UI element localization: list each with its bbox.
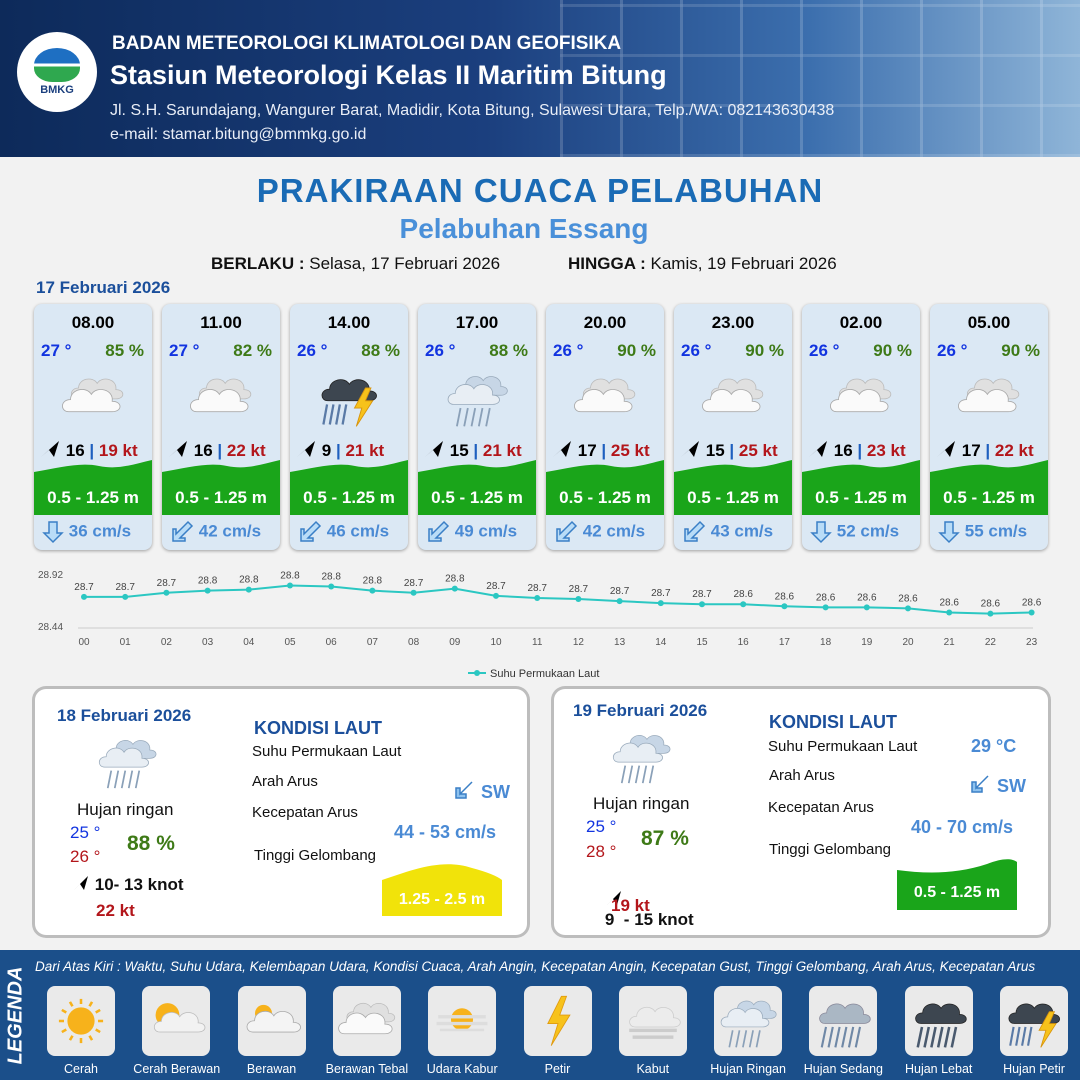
x-tick-label: 21 xyxy=(943,637,955,648)
sst-data-label: 28.8 xyxy=(321,571,341,583)
x-tick-label: 13 xyxy=(614,637,626,648)
berawan-tebal-icon xyxy=(333,986,401,1056)
berawan-icon xyxy=(238,986,306,1056)
forecast-wave-height: 0.5 - 1.25 m xyxy=(815,488,907,507)
day2-wind-speed: 10- 13 knot xyxy=(94,875,184,894)
legend-item xyxy=(991,986,1077,1076)
legend-item xyxy=(38,986,124,1076)
wind-direction-icon xyxy=(551,439,573,459)
bmkg-logo-icon xyxy=(34,48,80,82)
valid-to-value: Kamis, 19 Februari 2026 xyxy=(650,254,837,273)
sst-data-label: 28.7 xyxy=(486,580,506,592)
forecast-temperature: 26 ° xyxy=(297,341,328,360)
berawan-tebal-icon xyxy=(694,366,772,430)
sst-point xyxy=(699,601,705,607)
day2-temp-max: 26 ° xyxy=(70,847,101,866)
forecast-gust: 19 kt xyxy=(98,441,138,460)
x-tick-label: 11 xyxy=(532,637,543,648)
forecast-temperature: 26 ° xyxy=(681,341,712,360)
x-tick-label: 15 xyxy=(696,637,708,648)
sst-data-label: 28.7 xyxy=(568,584,589,595)
port-name: Pelabuhan Essang xyxy=(399,213,649,244)
current-arrow-sw-icon xyxy=(968,772,992,796)
day2-dir-label: Arah Arus xyxy=(252,773,318,790)
day3-gust: 19 kt xyxy=(611,896,650,915)
forecast-gust: 22 kt xyxy=(994,441,1034,460)
sea-surface-temperature-chart xyxy=(28,560,1058,690)
day2-panel xyxy=(32,686,530,938)
current-arrow-down-icon xyxy=(42,520,64,544)
sst-data-label: 28.8 xyxy=(280,570,300,582)
forecast-gust: 21 kt xyxy=(345,441,385,460)
x-tick-label: 12 xyxy=(572,637,584,648)
legend-item-label: Petir xyxy=(544,1062,571,1076)
sst-point xyxy=(823,604,829,610)
sst-data-label: 28.6 xyxy=(774,591,795,603)
x-tick-label: 17 xyxy=(778,637,790,648)
legend-item-label: Berawan Tebal xyxy=(325,1062,409,1076)
sst-data-label: 28.6 xyxy=(733,589,753,601)
sst-data-label: 28.8 xyxy=(362,575,383,587)
sst-point xyxy=(658,600,664,606)
forecast-wave-height: 0.5 - 1.25 m xyxy=(943,488,1035,507)
forecast-card xyxy=(290,304,408,550)
sst-point xyxy=(946,610,952,616)
sst-point xyxy=(575,596,581,602)
x-tick-label: 09 xyxy=(449,637,461,648)
forecast-wind-separator: | xyxy=(217,441,223,460)
legend-item xyxy=(229,986,315,1076)
forecast-current xyxy=(554,520,664,544)
forecast-current-speed: 42 cm/s xyxy=(582,521,646,541)
bmkg-logo xyxy=(17,32,97,112)
forecast-current xyxy=(810,520,920,544)
wind-direction-icon xyxy=(39,439,61,459)
forecast-current-speed: 42 cm/s xyxy=(198,521,262,541)
day2-speed-label: Kecepatan Arus xyxy=(252,804,358,821)
station-name: Stasiun Meteorologi Kelas II Maritim Bitung xyxy=(110,60,667,90)
day3-sea-title: KONDISI LAUT xyxy=(769,712,897,732)
forecast-gust: 25 kt xyxy=(610,441,650,460)
forecast-time: 05.00 xyxy=(967,313,1011,332)
forecast-time: 11.00 xyxy=(200,313,242,332)
day3-current-speed: 40 - 70 cm/s xyxy=(911,817,1014,837)
day3-temp-min: 25 ° xyxy=(586,817,617,836)
forecast-card xyxy=(418,304,536,550)
day2-current-direction xyxy=(452,778,510,803)
forecast-wave-height: 0.5 - 1.25 m xyxy=(431,488,523,507)
forecast-humidity: 90 % xyxy=(745,341,784,360)
sst-data-label: 28.6 xyxy=(815,592,836,604)
forecast-card xyxy=(162,304,280,550)
x-tick-label: 16 xyxy=(737,637,749,648)
current-arrow-sw-icon xyxy=(452,778,476,802)
sst-data-label: 28.7 xyxy=(527,582,547,594)
forecast-card xyxy=(34,304,152,550)
sst-data-label: 28.8 xyxy=(445,573,465,585)
valid-from-label: BERLAKU : xyxy=(211,254,305,273)
forecast-current xyxy=(426,520,536,544)
day2-current-direction-value: SW xyxy=(481,782,511,802)
forecast-temperature: 26 ° xyxy=(809,341,840,360)
sst-point xyxy=(452,586,458,592)
legend-item-label: Hujan Lebat xyxy=(904,1062,973,1076)
forecast-humidity: 88 % xyxy=(361,341,400,360)
forecast-wave-height: 0.5 - 1.25 m xyxy=(559,488,651,507)
forecast-humidity: 90 % xyxy=(1001,341,1040,360)
day2-current-speed: 44 - 53 cm/s xyxy=(394,822,497,842)
forecast-current xyxy=(938,520,1048,544)
berawan-tebal-icon xyxy=(950,366,1028,430)
x-tick-label: 01 xyxy=(119,637,131,648)
x-tick-label: 19 xyxy=(861,637,873,648)
forecast-current xyxy=(682,520,792,544)
forecast-wind-speed: 15 xyxy=(705,441,725,460)
petir-icon xyxy=(524,986,592,1056)
forecast-humidity: 88 % xyxy=(489,341,528,360)
legend-item-label: Hujan Ringan xyxy=(710,1062,786,1076)
sst-point xyxy=(411,590,417,596)
x-tick-label: 08 xyxy=(408,637,420,648)
day2-temp-min: 25 ° xyxy=(70,823,101,842)
x-tick-label: 03 xyxy=(202,637,214,648)
station-address: Jl. S.H. Sarundajang, Wangurer Barat, Madidir, Kota Bitung, Sulawesi Utara, Telp./WA: 082143630438 xyxy=(110,102,835,119)
forecast-card xyxy=(802,304,920,550)
forecast-current-speed: 36 cm/s xyxy=(68,521,132,541)
day3-temp-max: 28 ° xyxy=(586,842,617,861)
forecast-wind-separator: | xyxy=(985,441,991,460)
day3-dir-label: Arah Arus xyxy=(769,767,835,784)
day2-weather-label: Hujan ringan xyxy=(77,800,174,819)
y-tick-label: 28.44 xyxy=(38,622,64,633)
sst-data-label: 28.7 xyxy=(609,586,630,598)
forecast-wind-speed: 16 xyxy=(65,441,85,460)
day2-wave-label: Tinggi Gelombang xyxy=(254,847,377,864)
legend-item xyxy=(705,986,791,1076)
current-arrow-sw-icon xyxy=(170,520,194,544)
sst-data-label: 28.6 xyxy=(898,593,918,605)
sst-data-label: 28.8 xyxy=(239,574,259,586)
current-arrow-down-icon xyxy=(810,520,832,544)
current-arrow-sw-icon xyxy=(426,520,450,544)
legend-title: LEGENDA xyxy=(4,966,27,1064)
forecast-current xyxy=(42,520,152,544)
sst-data-label: 28.7 xyxy=(156,577,177,589)
forecast-current-speed: 49 cm/s xyxy=(454,521,518,541)
day2-weather-icon xyxy=(92,726,162,796)
x-tick-label: 23 xyxy=(1026,637,1038,648)
legend-item-label: Udara Kabur xyxy=(426,1062,498,1076)
forecast-time: 02.00 xyxy=(839,313,883,332)
current-arrow-sw-icon xyxy=(554,520,578,544)
forecast-time: 17.00 xyxy=(455,313,499,332)
sst-point xyxy=(328,584,334,590)
x-tick-label: 10 xyxy=(490,637,502,648)
forecast-wind-separator: | xyxy=(473,441,479,460)
legend xyxy=(0,950,1080,1080)
forecast-temperature: 26 ° xyxy=(553,341,584,360)
valid-from-value: Selasa, 17 Februari 2026 xyxy=(309,254,501,273)
forecast-current-speed: 43 cm/s xyxy=(710,521,774,541)
legend-item-label: Hujan Sedang xyxy=(803,1062,883,1076)
legend-item-label: Hujan Petir xyxy=(1003,1062,1065,1076)
legend-item xyxy=(515,986,601,1076)
forecast-wind xyxy=(935,439,1047,461)
day3-humidity: 87 % xyxy=(641,827,689,850)
day2-wave-height: 1.25 - 2.5 m xyxy=(398,891,486,908)
forecast-current-speed: 46 cm/s xyxy=(326,521,390,541)
berawan-tebal-icon xyxy=(182,366,260,430)
legend-side-label xyxy=(0,950,32,1080)
legend-description: Dari Atas Kiri : Waktu, Suhu Udara, Kelembapan Udara, Kondisi Cuaca, Arah Angin, Kecepatan Angin, Kecepatan Gust, Tinggi Gelombang, Arah Arus, Kecepatan Arus xyxy=(35,959,1036,974)
forecast-wind xyxy=(551,439,663,461)
wind-direction-icon xyxy=(167,439,189,459)
sst-point xyxy=(1029,610,1035,616)
x-tick-label: 02 xyxy=(160,637,172,648)
forecast-wind-speed: 17 xyxy=(577,441,597,460)
day3-sst-label: Suhu Permukaan Laut xyxy=(768,738,918,755)
forecast-wave-height: 0.5 - 1.25 m xyxy=(175,488,267,507)
valid-from xyxy=(211,254,500,274)
day2-sst-label: Suhu Permukaan Laut xyxy=(252,743,402,760)
forecast-wind xyxy=(679,439,791,461)
sst-point xyxy=(905,605,911,611)
day3-current-direction-value: SW xyxy=(997,776,1027,796)
cerah-icon xyxy=(47,986,115,1056)
forecast-time: 20.00 xyxy=(583,313,627,332)
forecast-wind xyxy=(423,439,535,461)
x-tick-label: 18 xyxy=(820,637,832,648)
wind-direction-icon xyxy=(423,439,445,459)
berawan-tebal-icon xyxy=(822,366,900,430)
sst-point xyxy=(287,582,293,588)
wind-direction-icon xyxy=(295,439,317,459)
x-tick-label: 06 xyxy=(325,637,337,648)
x-tick-label: 07 xyxy=(366,637,378,648)
forecast-wave-height: 0.5 - 1.25 m xyxy=(687,488,779,507)
x-tick-label: 04 xyxy=(243,637,255,648)
sst-data-label: 28.7 xyxy=(115,581,135,593)
forecast-humidity: 85 % xyxy=(105,341,144,360)
x-tick-label: 20 xyxy=(902,637,914,648)
wind-direction-icon xyxy=(72,874,90,892)
forecast-current xyxy=(298,520,408,544)
sst-point xyxy=(534,595,540,601)
day2-sea-title: KONDISI LAUT xyxy=(254,718,382,738)
y-tick-label: 28.92 xyxy=(38,570,64,581)
sst-data-label: 28.6 xyxy=(939,597,959,609)
sst-data-label: 28.6 xyxy=(857,592,877,604)
forecast-wind-speed: 9 xyxy=(321,441,332,460)
sst-point xyxy=(122,594,128,600)
kabut-icon xyxy=(619,986,687,1056)
legend-item-label: Cerah xyxy=(63,1062,99,1076)
current-arrow-down-icon xyxy=(938,520,960,544)
forecast-temperature: 26 ° xyxy=(425,341,456,360)
hujan-petir-icon xyxy=(1000,986,1068,1056)
forecast-wind xyxy=(167,439,279,461)
forecast-wind-speed: 16 xyxy=(193,441,213,460)
bmkg-logo-text: BMKG xyxy=(40,84,74,96)
forecast-wind xyxy=(807,439,919,461)
forecast-humidity: 90 % xyxy=(617,341,656,360)
station-email: e-mail: stamar.bitung@bmmkg.go.id xyxy=(110,126,367,143)
hujan-lebat-icon xyxy=(905,986,973,1056)
day3-panel xyxy=(551,686,1051,938)
hujan-ringan-icon xyxy=(438,366,516,430)
x-tick-label: 00 xyxy=(78,637,90,648)
forecast-gust: 23 kt xyxy=(866,441,906,460)
forecast-current-speed: 52 cm/s xyxy=(836,521,900,541)
page-title: PRAKIRAAN CUACA PELABUHAN xyxy=(256,172,824,209)
berawan-tebal-icon xyxy=(566,366,644,430)
sst-data-label: 28.8 xyxy=(197,575,218,587)
sst-point xyxy=(246,587,252,593)
current-arrow-sw-icon xyxy=(298,520,322,544)
forecast-time: 08.00 xyxy=(71,313,115,332)
forecast-wind-separator: | xyxy=(89,441,95,460)
cerah-berawan-icon xyxy=(142,986,210,1056)
forecast-wind-separator: | xyxy=(335,441,341,460)
sst-point xyxy=(493,593,499,599)
legend-item xyxy=(324,986,410,1076)
forecast-wave-height: 0.5 - 1.25 m xyxy=(47,488,139,507)
day3-speed-label: Kecepatan Arus xyxy=(768,799,874,816)
day3-current-direction xyxy=(968,772,1026,797)
legend-item xyxy=(800,986,886,1076)
legend-item-label: Cerah Berawan xyxy=(133,1062,221,1076)
sst-point xyxy=(163,590,169,596)
forecast-time: 14.00 xyxy=(327,313,371,332)
forecast-wind-separator: | xyxy=(601,441,607,460)
day2-gust: 22 kt xyxy=(96,901,135,920)
forecast-humidity: 90 % xyxy=(873,341,912,360)
sst-data-label: 28.6 xyxy=(980,598,1001,610)
wind-direction-icon xyxy=(807,439,829,459)
x-tick-label: 14 xyxy=(655,637,667,648)
legend-item xyxy=(610,986,696,1076)
hujan-ringan-icon xyxy=(714,986,782,1056)
legend-item xyxy=(133,986,219,1076)
forecast-wind-separator: | xyxy=(857,441,863,460)
forecast-gust: 21 kt xyxy=(482,441,522,460)
sst-data-label: 28.7 xyxy=(651,588,671,600)
sst-point xyxy=(369,588,375,594)
org-name: BADAN METEOROLOGI KLIMATOLOGI DAN GEOFISIKA xyxy=(112,33,622,54)
current-arrow-sw-icon xyxy=(682,520,706,544)
legend-marker xyxy=(474,670,480,676)
sst-point xyxy=(81,594,87,600)
sst-data-label: 28.7 xyxy=(403,577,424,589)
day1-date: 17 Februari 2026 xyxy=(36,278,171,297)
day2-date: 18 Februari 2026 xyxy=(57,706,192,725)
berawan-tebal-icon xyxy=(54,366,132,430)
sst-data-label: 28.6 xyxy=(1021,597,1042,609)
day3-wave-label: Tinggi Gelombang xyxy=(769,841,892,858)
sst-point xyxy=(864,604,870,610)
legend-item xyxy=(896,986,982,1076)
udara-kabur-icon xyxy=(428,986,496,1056)
forecast-wind-speed: 16 xyxy=(833,441,853,460)
day3-sst-value: 29 °C xyxy=(971,736,1017,756)
sst-point xyxy=(781,603,787,609)
forecast-wind-speed: 15 xyxy=(449,441,469,460)
forecast-card xyxy=(674,304,792,550)
day3-weather-icon xyxy=(606,721,676,791)
forecast-temperature: 27 ° xyxy=(169,341,200,360)
x-tick-label: 22 xyxy=(984,637,996,648)
sst-data-label: 28.7 xyxy=(692,589,712,601)
day3-wave-height: 0.5 - 1.25 m xyxy=(913,884,1001,901)
legend-label: Suhu Permukaan Laut xyxy=(490,668,600,680)
forecast-wind-speed: 17 xyxy=(961,441,981,460)
wind-direction-icon xyxy=(679,439,701,459)
forecast-time: 23.00 xyxy=(711,313,755,332)
forecast-humidity: 82 % xyxy=(233,341,272,360)
legend-item-label: Berawan xyxy=(246,1062,297,1076)
forecast-temperature: 26 ° xyxy=(937,341,968,360)
header-banner xyxy=(0,0,1080,157)
wind-direction-icon xyxy=(935,439,957,459)
legend-item-label: Kabut xyxy=(636,1062,670,1076)
valid-to xyxy=(568,254,837,274)
sst-point xyxy=(740,601,746,607)
day3-weather-label: Hujan ringan xyxy=(593,794,690,813)
forecast-wind-separator: | xyxy=(729,441,735,460)
valid-to-label: HINGGA : xyxy=(568,254,646,273)
forecast-card xyxy=(546,304,664,550)
day3-date: 19 Februari 2026 xyxy=(573,701,708,720)
forecast-current-speed: 55 cm/s xyxy=(964,521,1028,541)
forecast-temperature: 27 ° xyxy=(41,341,72,360)
sst-point xyxy=(617,598,623,604)
hujan-petir-icon xyxy=(310,366,388,430)
x-tick-label: 05 xyxy=(284,637,296,648)
forecast-card xyxy=(930,304,1048,550)
forecast-wind xyxy=(295,439,407,461)
forecast-wind xyxy=(39,439,151,461)
hujan-sedang-icon xyxy=(809,986,877,1056)
forecast-gust: 22 kt xyxy=(226,441,266,460)
day2-humidity: 88 % xyxy=(127,832,175,855)
forecast-current xyxy=(170,520,280,544)
sst-point xyxy=(987,611,993,617)
sst-point xyxy=(205,588,211,594)
forecast-wave-height: 0.5 - 1.25 m xyxy=(303,488,395,507)
sst-data-label: 28.7 xyxy=(74,581,94,593)
day3-wind-speed: 9 - 15 knot xyxy=(604,910,694,929)
legend-item xyxy=(419,986,505,1076)
day2-wind xyxy=(72,874,184,895)
forecast-gust: 25 kt xyxy=(738,441,778,460)
